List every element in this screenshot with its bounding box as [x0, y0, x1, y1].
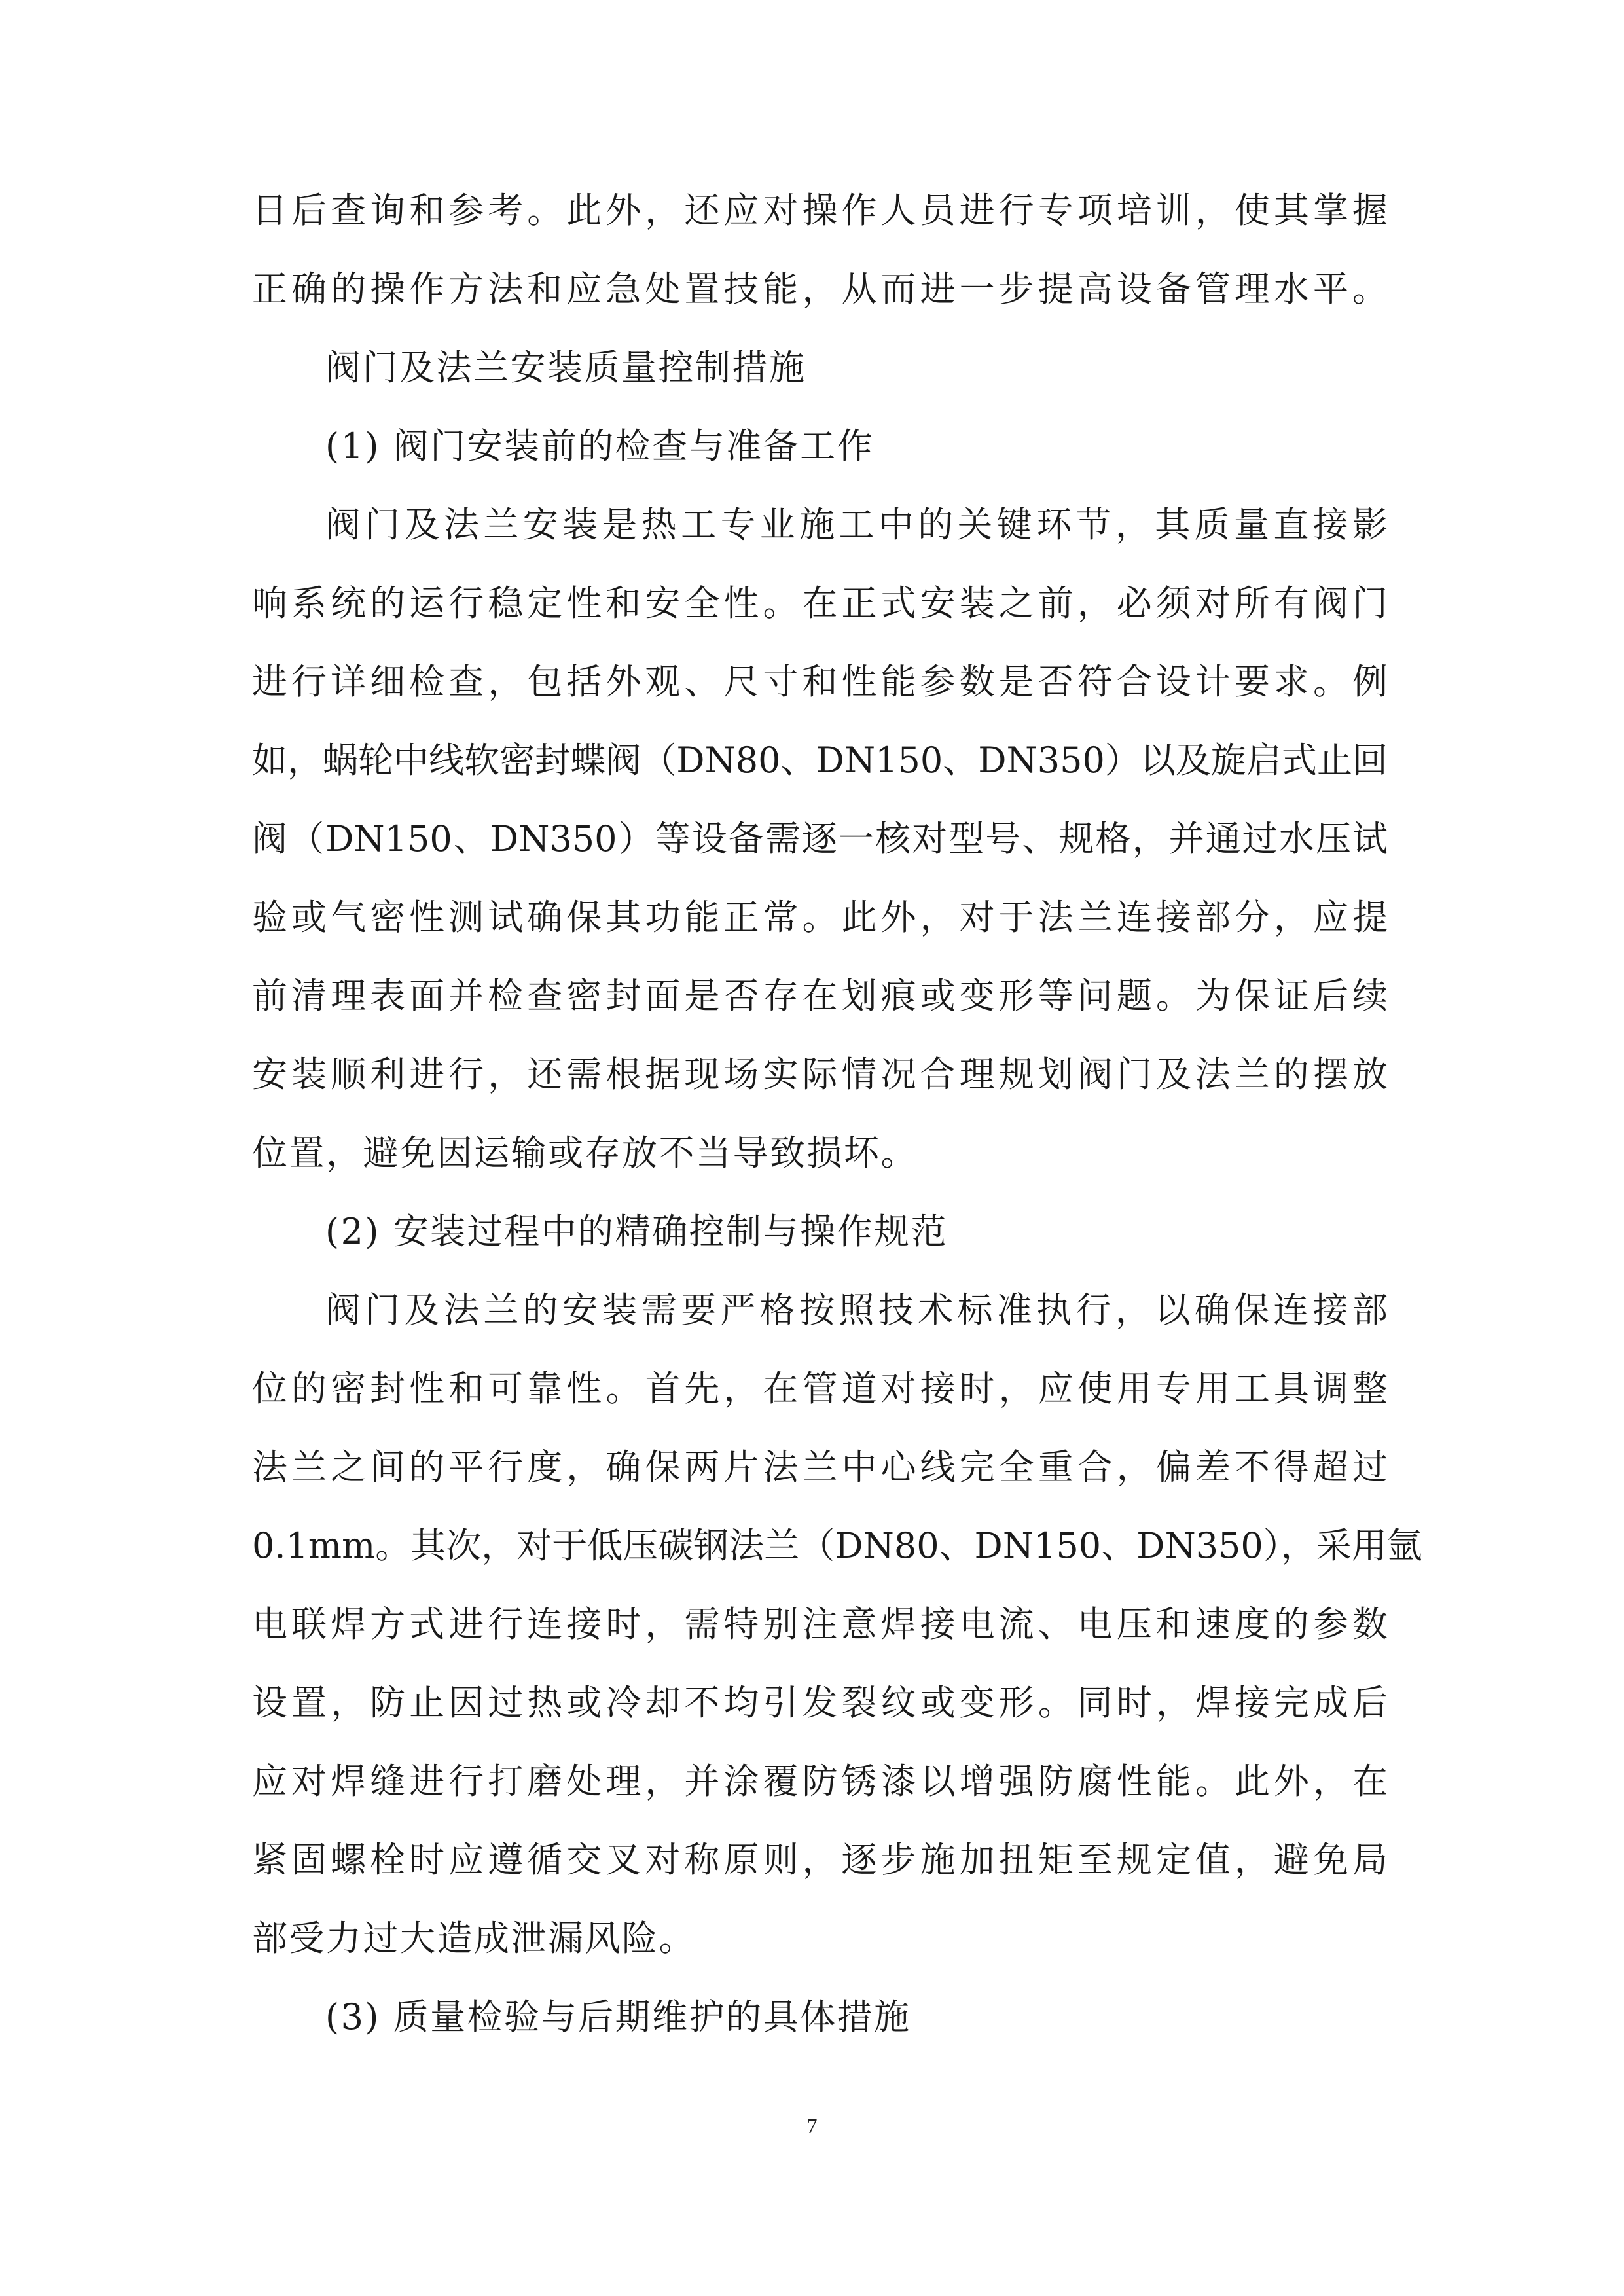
- text-line: 位置，避免因运输或存放不当导致损坏。: [252, 1132, 918, 1174]
- page-number: 7: [806, 2114, 818, 2138]
- text-line: 紧固螺栓时应遵循交叉对称原则，逐步施加扭矩至规定值，避免局: [252, 1839, 1388, 1880]
- text-line: 设置，防止因过热或冷却不均引发裂纹或变形。同时，焊接完成后: [252, 1682, 1388, 1723]
- text-line: 法兰之间的平行度，确保两片法兰中心线完全重合，偏差不得超过: [252, 1446, 1388, 1488]
- subsection-heading: (1) 阀门安装前的检查与准备工作: [325, 425, 875, 467]
- text-line: 阀门及法兰安装是热工专业施工中的关键环节，其质量直接影: [325, 504, 1388, 545]
- text-line: 应对焊缝进行打磨处理，并涂覆防锈漆以增强防腐性能。此外，在: [252, 1761, 1388, 1802]
- text-line: 正确的操作方法和应急处置技能，从而进一步提高设备管理水平。: [252, 268, 1388, 310]
- text-line: 阀（DN150、DN350）等设备需逐一核对型号、规格，并通过水压试: [252, 818, 1388, 859]
- text-line: 安装顺利进行，还需根据现场实际情况合理规划阀门及法兰的摆放: [252, 1054, 1388, 1095]
- section-heading: 阀门及法兰安装质量控制措施: [325, 347, 806, 388]
- text-line: 阀门及法兰的安装需要严格按照技术标准执行，以确保连接部: [325, 1289, 1388, 1331]
- text-line: 前清理表面并检查密封面是否存在划痕或变形等问题。为保证后续: [252, 975, 1388, 1016]
- text-line: 进行详细检查，包括外观、尺寸和性能参数是否符合设计要求。例: [252, 661, 1388, 702]
- text-line: 部受力过大造成泄漏风险。: [252, 1918, 696, 1959]
- subsection-heading: (3) 质量检验与后期维护的具体措施: [325, 1996, 911, 2037]
- text-line: 电联焊方式进行连接时，需特别注意焊接电流、电压和速度的参数: [252, 1604, 1388, 1645]
- text-line: 日后查询和参考。此外，还应对操作人员进行专项培训，使其掌握: [252, 190, 1388, 231]
- text-line: 响系统的运行稳定性和安全性。在正式安装之前，必须对所有阀门: [252, 583, 1388, 624]
- text-line: 验或气密性测试确保其功能正常。此外，对于法兰连接部分，应提: [252, 897, 1388, 938]
- subsection-heading: (2) 安装过程中的精确控制与操作规范: [325, 1211, 948, 1252]
- text-line: 0.1mm。其次，对于低压碳钢法兰（DN80、DN150、DN350），采用氩: [252, 1525, 1422, 1566]
- text-line: 位的密封性和可靠性。首先，在管道对接时，应使用专用工具调整: [252, 1368, 1388, 1409]
- text-line: 如，蜗轮中线软密封蝶阀（DN80、DN150、DN350）以及旋启式止回: [252, 740, 1388, 781]
